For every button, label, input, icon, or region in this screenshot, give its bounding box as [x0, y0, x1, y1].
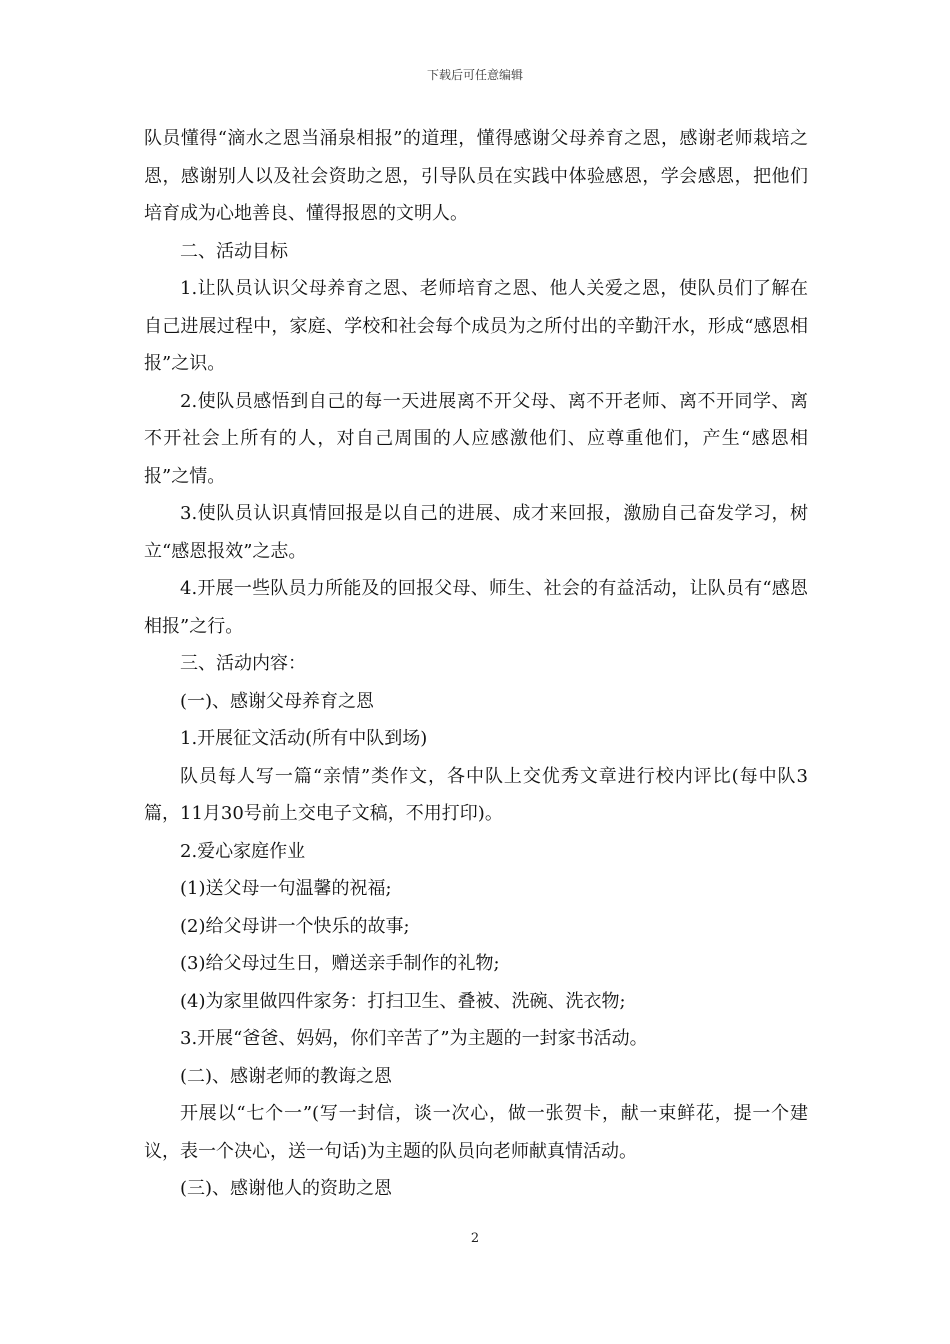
paragraph: 三、活动内容：	[180, 653, 306, 674]
document-body	[144, 120, 808, 1208]
paragraph: (二)、感谢老师的教诲之恩	[180, 1065, 393, 1087]
paragraph: 3.使队员认识真情回报是以自己的进展、成才来回报，激励自己奋发学习，树立“感恩报效”之志。	[144, 503, 808, 562]
paragraph: 开展以“七个一”(写一封信，谈一次心，做一张贺卡，献一束鲜花，提一个建议，表一个决心，送一句话)为主题的队员向老师献真情活动。	[144, 1103, 808, 1162]
paragraph: (1)送父母一句温馨的祝福;	[180, 878, 392, 899]
paragraph: (2)给父母讲一个快乐的故事;	[180, 915, 410, 937]
page-header: 下载后可任意编辑	[426, 68, 523, 82]
page-number: 2	[470, 1231, 480, 1246]
paragraph: (三)、感谢他人的资助之恩	[180, 1178, 393, 1199]
paragraph: 队员每人写一篇“亲情”类作文，各中队上交优秀文章进行校内评比(每中队3篇，11月30号前上交电子文稿，不用打印)。	[144, 765, 808, 824]
paragraph: (一)、感谢父母养育之恩	[180, 690, 375, 712]
paragraph: 2.使队员感悟到自己的每一天进展离不开父母、离不开老师、离不开同学、离不开社会上所有的人，对自己周围的人应感激他们、应尊重他们，产生“感恩相报”之情。	[144, 390, 808, 487]
paragraph: (4)为家里做四件家务：打扫卫生、叠被、洗碗、洗衣物;	[180, 990, 626, 1012]
paragraph: 3.开展“爸爸、妈妈，你们辛苦了”为主题的一封家书活动。	[180, 1028, 648, 1049]
paragraph: 队员懂得“滴水之恩当涌泉相报”的道理，懂得感谢父母养育之恩，感谢老师栽培之恩，感谢别人以及社会资助之恩，引导队员在实践中体验感恩，学会感恩，把他们培育成为心地善良、懂得报恩的文明人。	[144, 128, 808, 224]
paragraph: (3)给父母过生日，赠送亲手制作的礼物;	[180, 953, 500, 974]
paragraph: 1.让队员认识父母养育之恩、老师培育之恩、他人关爱之恩，使队员们了解在自己进展过程中，家庭、学校和社会每个成员为之所付出的辛勤汗水，形成“感恩相报”之识。	[144, 278, 808, 374]
paragraph: 4.开展一些队员力所能及的回报父母、师生、社会的有益活动，让队员有“感恩相报”之行。	[144, 578, 808, 637]
paragraph: 1.开展征文活动(所有中队到场)	[180, 728, 428, 749]
paragraph: 2.爱心家庭作业	[180, 840, 306, 862]
paragraph: 二、活动目标	[180, 240, 288, 262]
